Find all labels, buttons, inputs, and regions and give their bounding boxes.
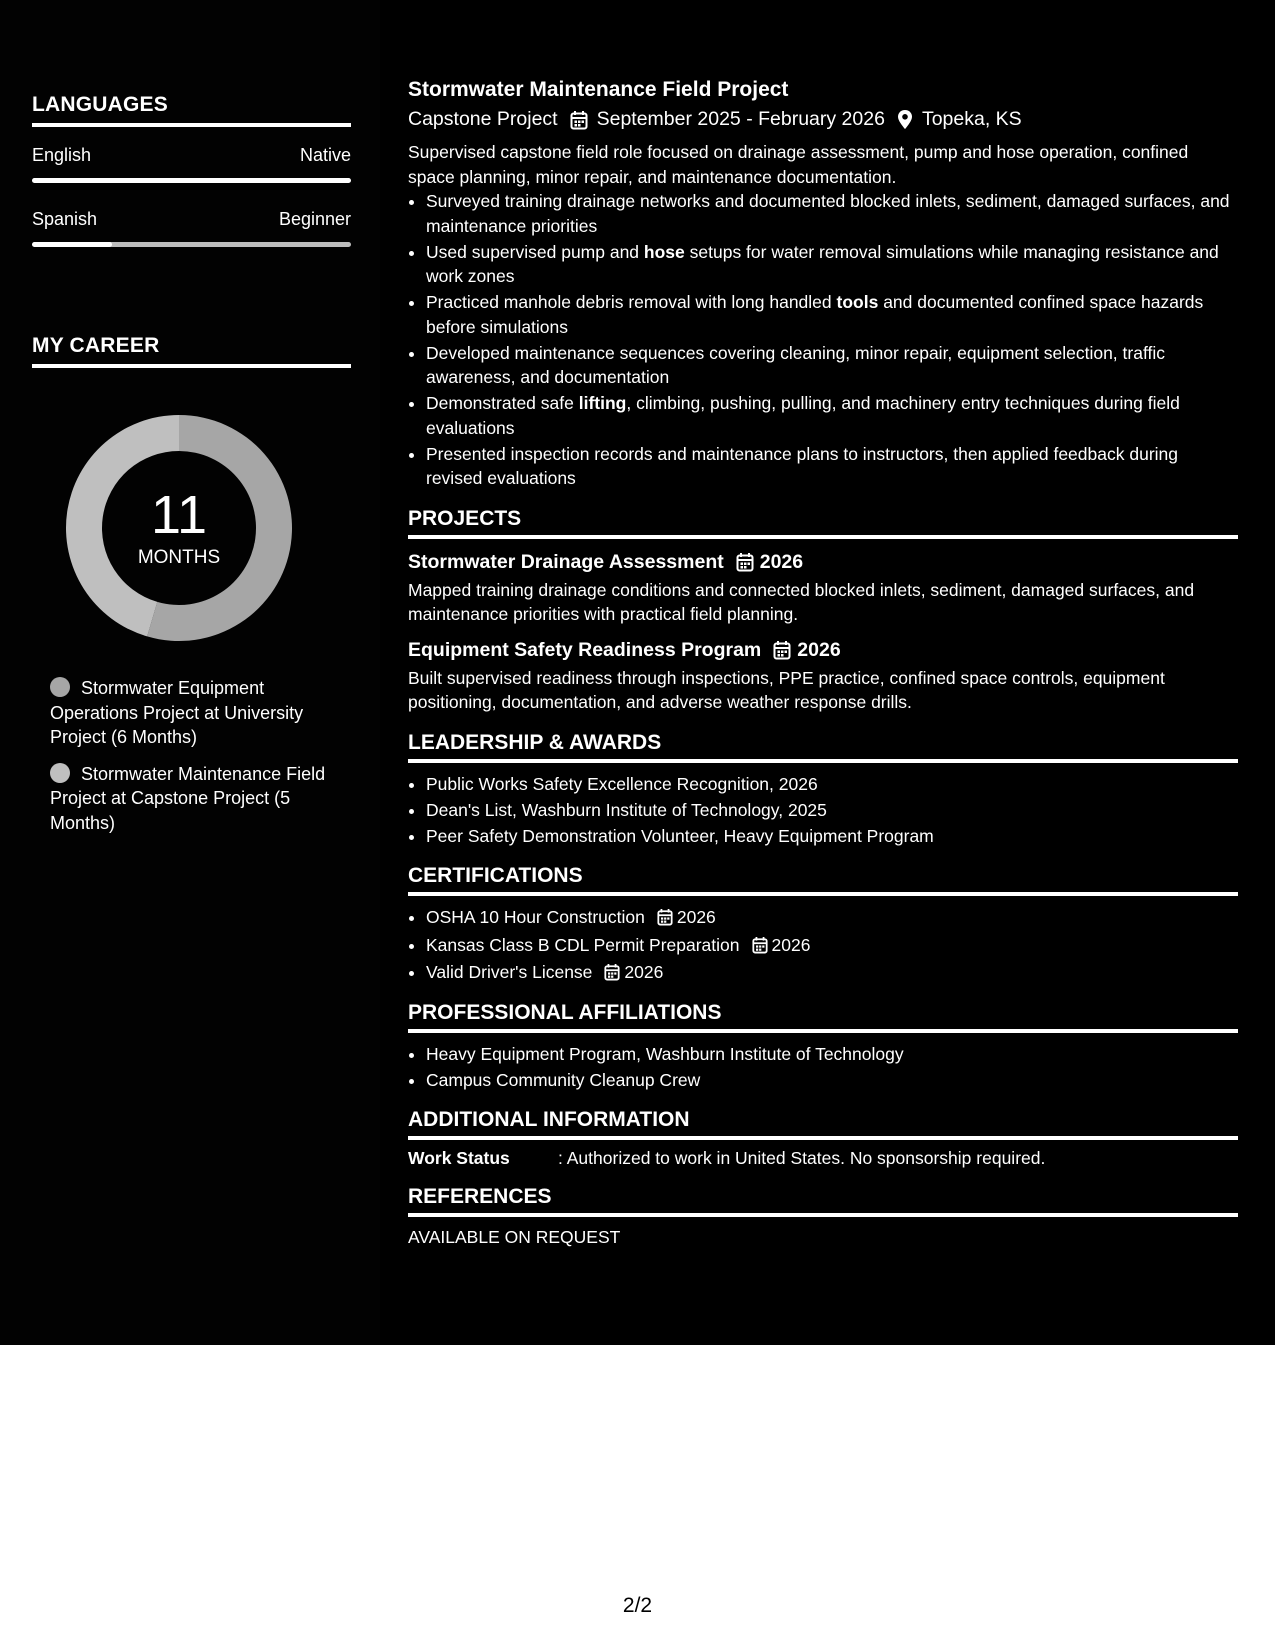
additional-info-section <box>408 1108 1238 1169</box>
bullet-bold: hose <box>643 241 685 262</box>
leadership-item: • Peer Safety Demonstration Volunteer, Heavy Equipment Program <box>426 824 1238 849</box>
work-status-value: : Authorized to work in United States. No sponsorship required. <box>558 1148 1046 1168</box>
languages-section <box>32 93 351 247</box>
project-year: 2026 <box>797 638 841 661</box>
language-proficiency-bar <box>32 178 351 183</box>
main-column <box>408 78 1238 1248</box>
language-proficiency-fill <box>32 178 351 183</box>
calendar-icon <box>752 936 768 954</box>
language-proficiency-bar <box>32 242 351 247</box>
career-dot-icon <box>50 677 70 697</box>
experience-bullets <box>426 189 1238 491</box>
leadership-item: • Public Works Safety Excellence Recognition, 2026 <box>426 772 1238 797</box>
bullet-bold: tools <box>836 292 879 312</box>
certification-item <box>426 933 1238 958</box>
calendar-icon <box>736 552 754 572</box>
affiliations-section <box>408 1001 1238 1093</box>
project-year: 2026 <box>759 550 804 573</box>
affiliations-list <box>426 1042 1238 1093</box>
work-status-row <box>408 1148 1238 1169</box>
bullet-text: Developed maintenance sequences covering cleaning, minor repair, equipment selection, traffic awareness, and documentation <box>426 342 1165 387</box>
experience-bullet <box>426 442 1238 491</box>
career-total <box>66 415 292 641</box>
references-text: AVAILABLE ON REQUEST <box>408 1227 621 1247</box>
experience-org: Capstone Project <box>408 108 558 130</box>
certification-item <box>426 960 1238 985</box>
career-item <box>50 762 340 836</box>
bullet-text: setups for water removal simulations while managing resistance and work zones <box>426 241 1219 286</box>
language-level: Native <box>299 145 351 165</box>
experience-bullet <box>426 341 1238 390</box>
language-item <box>32 145 351 183</box>
experience-dates: September 2025 - February 2026 <box>596 108 885 130</box>
certification-year: 2026 <box>771 934 811 955</box>
project-item <box>408 551 1238 627</box>
language-proficiency-fill <box>32 242 112 247</box>
certifications-list <box>426 905 1238 985</box>
bullet-text: and documented confined space hazards before simulations <box>426 292 1204 337</box>
project-name: Stormwater Drainage Assessment <box>408 550 724 573</box>
projects-title: PROJECTS <box>408 507 1238 539</box>
page-number: 2/2 <box>622 1594 653 1617</box>
sidebar <box>0 0 380 1345</box>
leadership-list <box>426 772 1238 849</box>
career-item <box>50 676 340 750</box>
career-total-unit: MONTHS <box>137 547 221 568</box>
calendar-icon <box>657 908 673 926</box>
career-list <box>50 676 340 847</box>
bullet-bold: lifting <box>578 393 627 413</box>
calendar-icon <box>570 110 588 130</box>
language-name: Spanish <box>32 209 98 229</box>
bullet-text: Used supervised pump and <box>426 241 644 262</box>
leadership-title: LEADERSHIP & AWARDS <box>408 731 1238 763</box>
experience-title: Stormwater Maintenance Field Project <box>408 78 789 101</box>
affiliation-item: • Heavy Equipment Program, Washburn Institute of Technology <box>426 1042 1238 1067</box>
experience-location: Topeka, KS <box>921 108 1022 130</box>
certifications-title: CERTIFICATIONS <box>408 864 1238 896</box>
project-name: Equipment Safety Readiness Program <box>408 638 762 661</box>
certification-year: 2026 <box>624 962 664 982</box>
bullet-text: , climbing, pushing, pulling, and machinery entry techniques during field evaluations <box>426 393 1180 438</box>
career-title: MY CAREER <box>32 334 351 368</box>
references-section <box>408 1185 1238 1248</box>
certification-name: • Valid Driver's License <box>426 962 593 982</box>
bullet-text: Surveyed training drainage networks and documented blocked inlets, sediment, damaged surfaces, and maintenance priorities <box>426 191 1230 236</box>
references-title: REFERENCES <box>408 1185 1238 1217</box>
career-dot-icon <box>50 763 70 783</box>
language-level: Beginner <box>278 209 351 229</box>
career-item-text: Stormwater Maintenance Field Project at Capstone Project (5 Months) <box>50 763 326 833</box>
language-name: English <box>32 145 92 165</box>
bullet-text: Presented inspection records and maintenance plans to instructors, then applied feedback during revised evaluations <box>426 443 1178 488</box>
leadership-item: • Dean's List, Washburn Institute of Technology, 2025 <box>426 798 1238 823</box>
location-pin-icon <box>897 109 913 130</box>
experience-bullet <box>426 189 1238 238</box>
career-section <box>32 334 351 368</box>
experience-meta <box>408 108 1238 131</box>
certification-name: • OSHA 10 Hour Construction <box>426 907 645 927</box>
bullet-text: Practiced manhole debris removal with long handled <box>426 292 837 312</box>
certification-name: • Kansas Class B CDL Permit Preparation <box>426 934 740 955</box>
project-item <box>408 639 1238 715</box>
career-item-text: Stormwater Equipment Operations Project at University Project (6 Months) <box>50 678 304 747</box>
calendar-icon <box>773 640 791 660</box>
experience-entry <box>408 78 1238 491</box>
certifications-section <box>408 864 1238 985</box>
certification-year: 2026 <box>676 907 716 927</box>
leadership-section <box>408 731 1238 849</box>
bullet-text: Demonstrated safe <box>426 393 579 413</box>
career-donut-chart <box>66 415 292 641</box>
work-status-label: Work Status <box>408 1148 510 1168</box>
experience-bullet <box>426 240 1238 289</box>
projects-section <box>408 507 1238 715</box>
experience-description: Supervised capstone field role focused on drainage assessment, pump and hose operation, confined space planning, minor repair, and maintenance documentation. <box>408 142 1189 187</box>
language-item <box>32 209 351 247</box>
affiliation-item: • Campus Community Cleanup Crew <box>426 1068 1238 1093</box>
project-description: Mapped training drainage conditions and connected blocked inlets, sediment, damaged surfaces, and maintenance priorities with practical field planning. <box>408 579 1195 624</box>
career-total-value: 11 <box>150 485 208 545</box>
experience-bullet <box>426 391 1238 440</box>
project-description: Built supervised readiness through inspections, PPE practice, confined space controls, equipment positioning, documentation, and adverse weather response drills. <box>408 667 1165 712</box>
certification-item <box>426 905 1238 930</box>
languages-title: LANGUAGES <box>32 93 351 127</box>
affiliations-title: PROFESSIONAL AFFILIATIONS <box>408 1001 1238 1033</box>
additional-info-title: ADDITIONAL INFORMATION <box>408 1108 1238 1140</box>
experience-bullet <box>426 290 1238 339</box>
calendar-icon <box>604 963 620 981</box>
